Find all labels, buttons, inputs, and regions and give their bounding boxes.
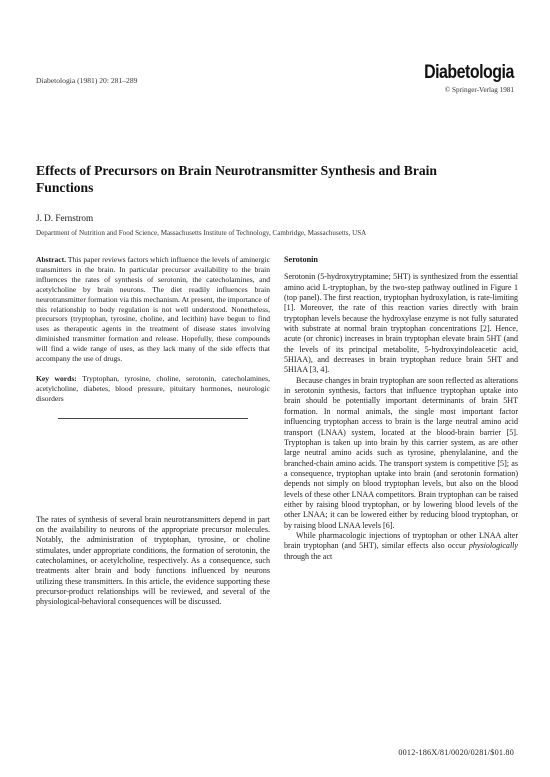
left-column xyxy=(36,255,270,608)
emphasized-word: physiologically xyxy=(468,541,518,551)
keywords-text: Tryptophan, tyrosine, choline, serotonin, catecholamines, acetylcholine, diabetes, blood pressure, pituitary hormones, neurologic disorders xyxy=(36,373,270,403)
column-spacer xyxy=(36,419,270,515)
serotonin-paragraph-1: Serotonin (5-hydroxytryptamine; 5HT) is synthesized from the essential amino acid L-tryptophan, by the two-step pathway outlined in Figure 1 (top panel). The first reaction, tryptophan hydroxylation, is rate-limiting [1]. Moreover, the rate of this reaction varies directly with brain tryptophan levels because the hydroxylase enzyme is not fully saturated with substrate at normal brain tryptophan concentrations [2]. Hence, acute (or chronic) increases in brain tryptophan elevate brain 5HT (and the levels of its principal metabolite, 5-hydroxyindoleacetic acid, 5HIAA), and decreases in brain tryptophan reduce brain 5HT and 5HIAA [3, 4]. xyxy=(284,272,518,375)
paragraph-3-start: While pharmacologic injections of tryptophan or other LNAA alter brain tryptophan (and 5HT), similar effects also occur xyxy=(284,530,518,551)
article-author: J. D. Fernstrom xyxy=(36,213,94,223)
section-heading-serotonin: Serotonin xyxy=(284,255,318,264)
keywords-paragraph xyxy=(36,374,270,404)
serotonin-paragraph-2: Because changes in brain tryptophan are soon reflected as alterations in serotonin synthesis, factors that influence tryptophan uptake into brain should be potentially important determinants of brain 5HT formation. In normal animals, the single most important factor influencing tryptophan access to brain is the large neutral amino acid transport (LNAA) system, located at the blood-brain barrier [5]. Tryptophan is taken up into brain by this carrier system, as are other large neutral amino acids such as tyrosine, phenylalanine, and the branched-chain amino acids. The transport system is competitive [5]; as a consequence, tryptophan uptake into brain (and serotonin formation) depends not simply on blood tryptophan levels, but also on the blood levels of these other LNAA competitors. Brain tryptophan can be raised either by raising blood tryptophan, or by lowering blood levels of the other LNAA; it can be lowered either by reducing blood tryptophan, or by raising blood LNAA levels [6]. xyxy=(284,375,518,530)
page-header xyxy=(36,62,514,98)
paragraph-3-end: through the act xyxy=(284,551,333,561)
journal-citation: Diabetologia (1981) 20: 281–289 xyxy=(36,76,138,85)
abstract-label: Abstract. xyxy=(36,255,66,264)
copyright-notice: © Springer-Verlag 1981 xyxy=(444,86,514,94)
article-title: Effects of Precursors on Brain Neurotransmitter Synthesis and Brain Functions xyxy=(36,163,437,195)
journal-logo: Diabetologia xyxy=(424,62,514,83)
serotonin-paragraph-3 xyxy=(284,531,518,562)
keywords-label: Key words: xyxy=(36,373,77,383)
author-affiliation: Department of Nutrition and Food Science, Massachusetts Institute of Technology, Cambridge, Massachusetts, USA xyxy=(36,229,367,237)
abstract-paragraph xyxy=(36,255,270,364)
right-column xyxy=(284,255,518,562)
intro-paragraph: The rates of synthesis of several brain neurotransmitters depend in part on the availability to neurons of the appropriate precursor molecules. Notably, the administration of tryptophan, tyrosine, or choline stimulates, under appropriate conditions, the formation of serotonin, the catecholamines, or acetylcholine, respectively. As a consequence, such treatments alter brain and body functions influenced by neurons utilizing these transmitters. In this article, the evidence supporting these precursor-product relationships will be reviewed, and several of the physiological-behavioral consequences will be discussed. xyxy=(36,514,270,607)
article-code: 0012-186X/81/0020/0281/$01.80 xyxy=(398,748,514,757)
abstract-text: This paper reviews factors which influence the levels of aminergic transmitters in the brain. In particular precursor availability to the brain influences the rates of synthesis of serotonin, the catecholamines, and acetylcholine by brain neurons. The diet readily influences brain neurotransmitter formation via this mechanism. At present, the importance of this relationship to body regulation is not well understood. Nonetheless, precursors (tryptophan, tyrosine, choline, and lecithin) have begun to find uses as therapeutic agents in the treatment of disease states involving diminished transmitter formation and release. Hopefully, these compounds will find a wide range of uses, as they lack many of the side effects that accompany the use of drugs. xyxy=(36,255,270,364)
